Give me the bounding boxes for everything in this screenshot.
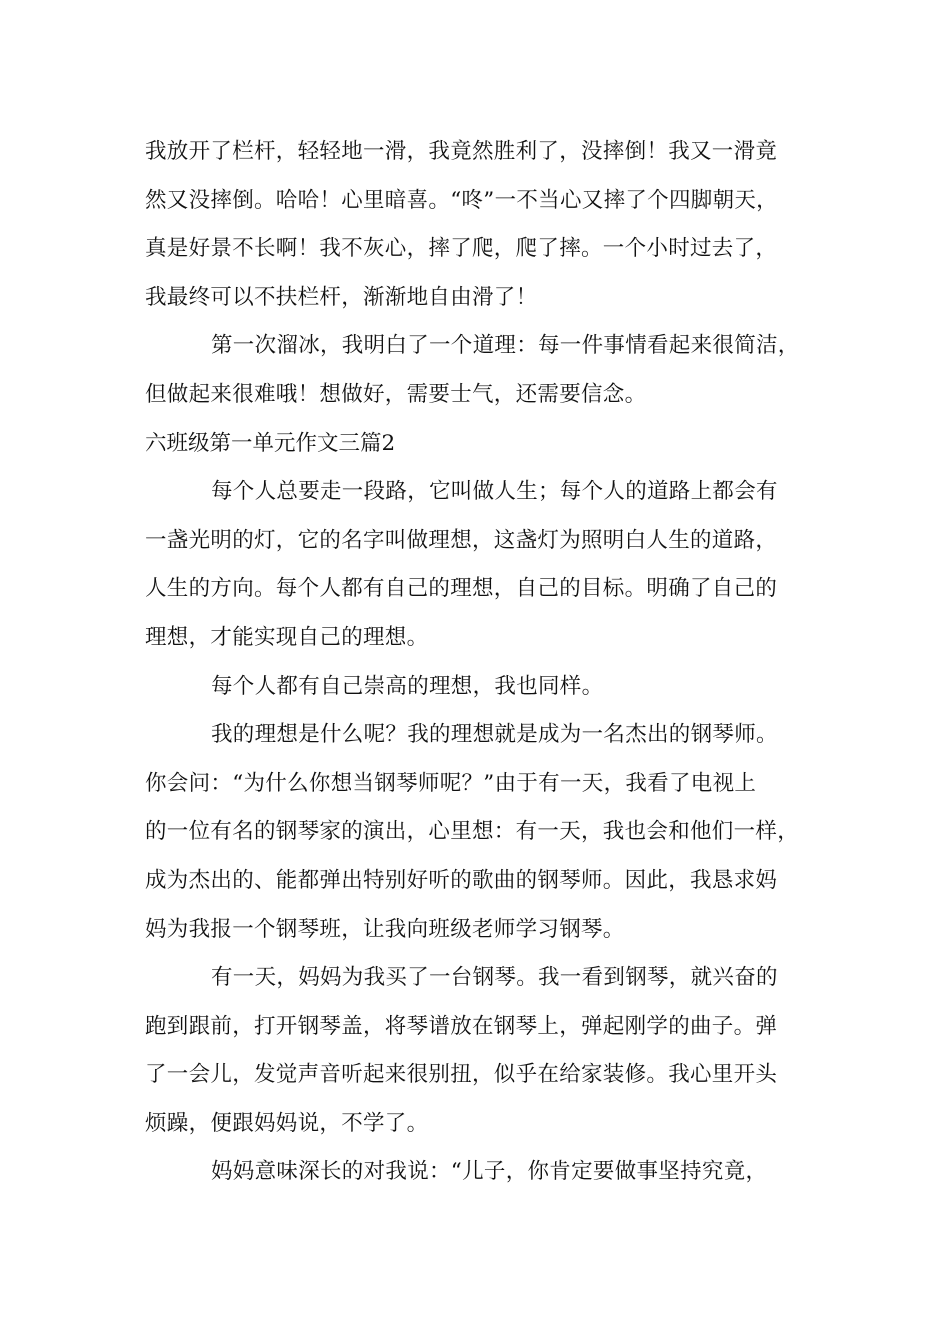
text-line: 有一天，妈妈为我买了一台钢琴。我一看到钢琴，就兴奋的 bbox=[211, 965, 778, 991]
text-line: 我最终可以不扶栏杆，渐渐地自由滑了！ bbox=[145, 284, 538, 310]
text-line: 跑到跟前，打开钢琴盖，将琴谱放在钢琴上，弹起刚学的曲子。弹 bbox=[145, 1013, 778, 1039]
text-line: 妈为我报一个钢琴班，让我向班级老师学习钢琴。 bbox=[145, 916, 625, 942]
text-line: 人生的方向。每个人都有自己的理想，自己的目标。明确了自己的 bbox=[145, 576, 778, 602]
text-line: 你会问：“为什么你想当钢琴师呢？”由于有一天，我看了电视上 bbox=[145, 770, 757, 796]
section-heading: 六班级第一单元作文三篇2 bbox=[145, 430, 396, 456]
text-line: 每个人都有自己崇高的理想，我也同样。 bbox=[211, 673, 604, 699]
text-line: 我的理想是什么呢？我的理想就是成为一名杰出的钢琴师。 bbox=[211, 722, 778, 748]
document-body bbox=[145, 128, 825, 1197]
text-line: 成为杰出的、能都弹出特别好听的歌曲的钢琴师。因此，我恳求妈 bbox=[145, 867, 778, 893]
text-line: 第一次溜冰，我明白了一个道理：每一件事情看起来很简洁， bbox=[211, 333, 800, 359]
text-line: 然又没摔倒。哈哈！心里暗喜。“咚”一不当心又摔了个四脚朝天， bbox=[145, 187, 778, 213]
text-line: 但做起来很难哦！想做好，需要士气，还需要信念。 bbox=[145, 381, 647, 407]
text-line: 我放开了栏杆，轻轻地一滑，我竟然胜利了，没摔倒！我又一滑竟 bbox=[145, 139, 778, 164]
text-line: 了一会儿，发觉声音听起来很别扭，似乎在给家装修。我心里开头 bbox=[145, 1062, 778, 1088]
text-line: 的一位有名的钢琴家的演出，心里想：有一天，我也会和他们一样， bbox=[145, 819, 800, 845]
text-line: 一盏光明的灯，它的名字叫做理想，这盏灯为照明白人生的道路， bbox=[145, 527, 778, 553]
text-line: 每个人总要走一段路，它叫做人生；每个人的道路上都会有 bbox=[211, 479, 778, 505]
text-line: 妈妈意味深长的对我说：“儿子，你肯定要做事坚持究竟， bbox=[211, 1159, 768, 1185]
text-line: 烦躁，便跟妈妈说，不学了。 bbox=[145, 1110, 429, 1136]
text-line: 真是好景不长啊！我不灰心，摔了爬，爬了摔。一个小时过去了， bbox=[145, 236, 778, 262]
text-line: 理想，才能实现自己的理想。 bbox=[145, 624, 429, 650]
